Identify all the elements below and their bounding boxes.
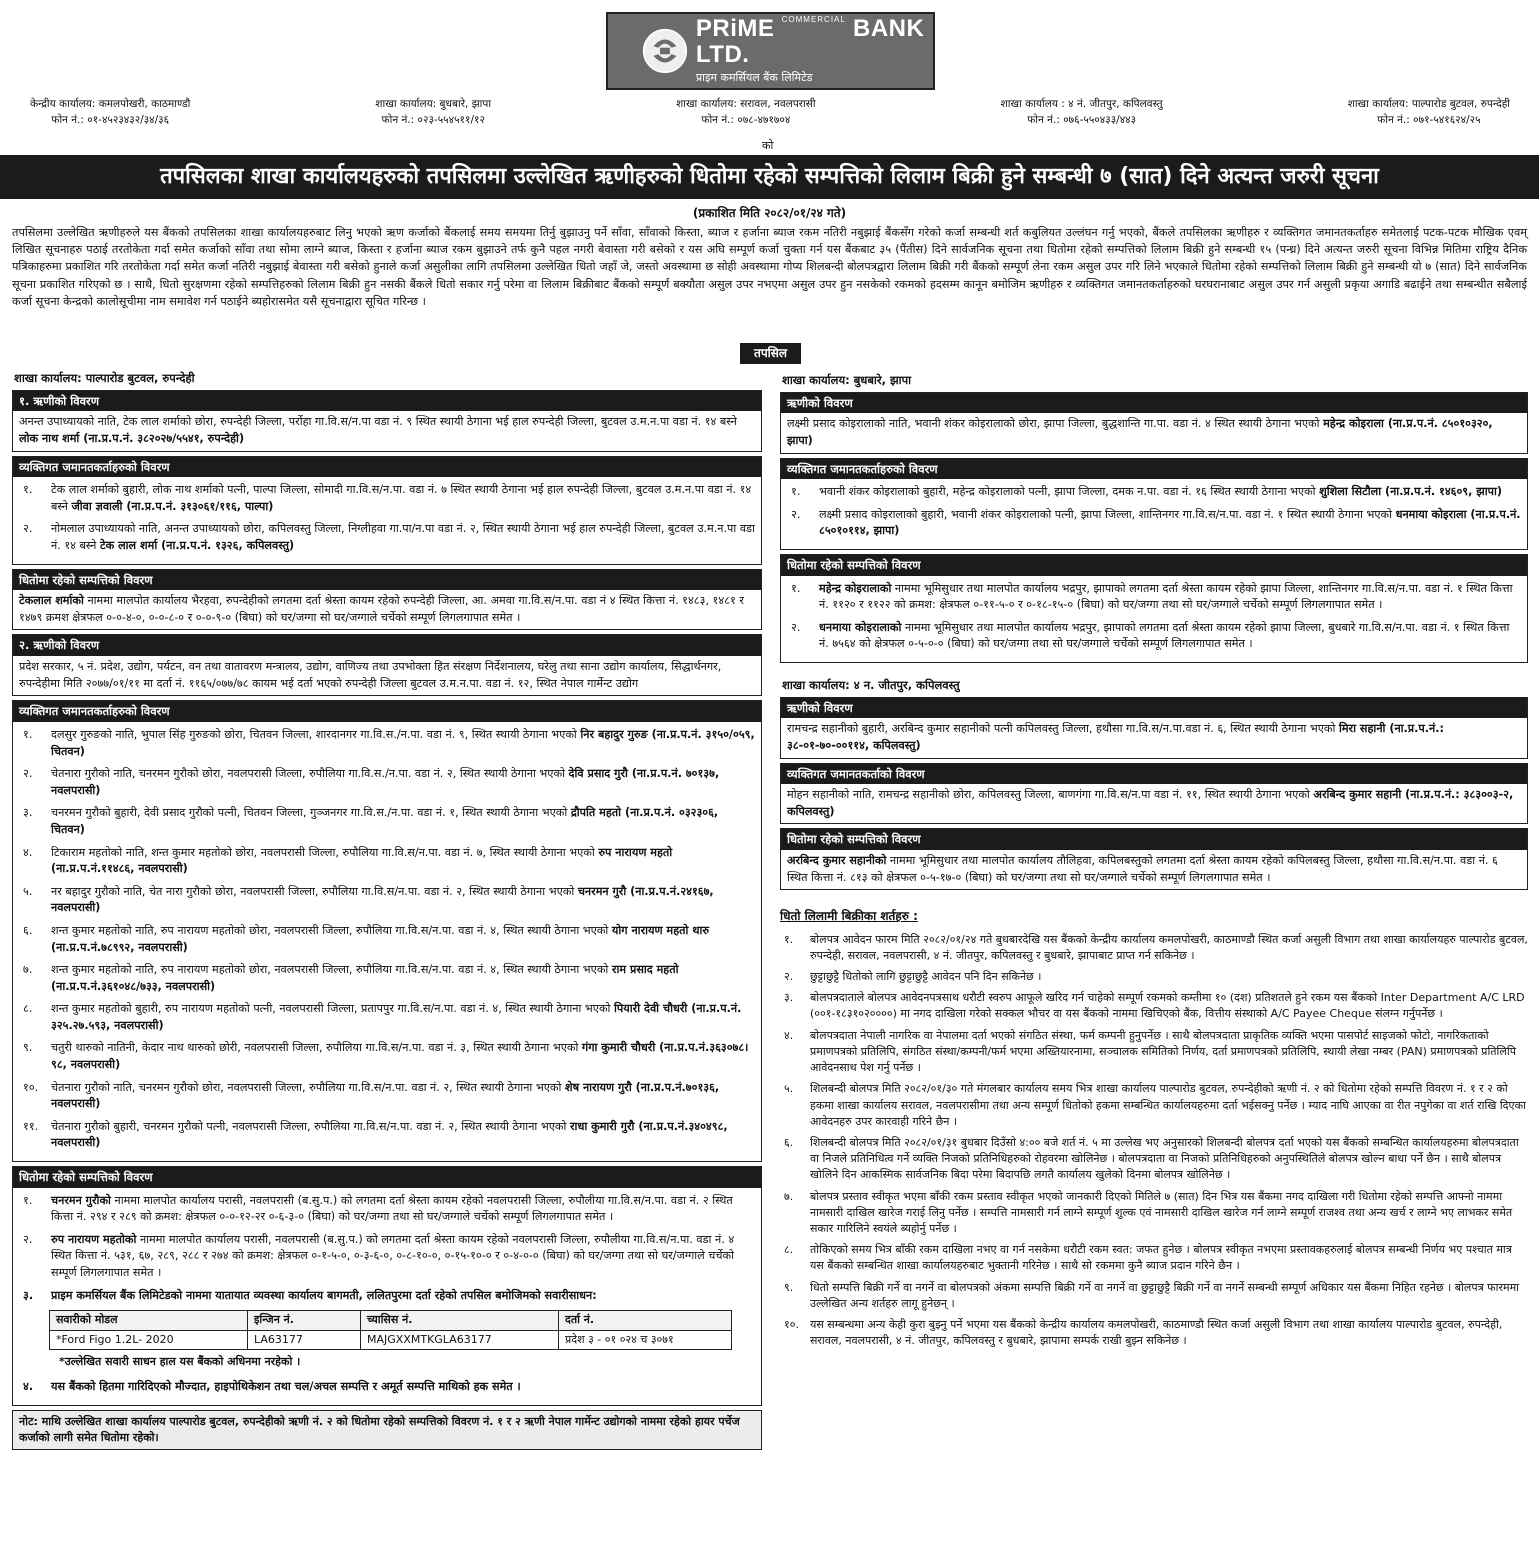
- list-item: [19, 1193, 755, 1226]
- item-text: नाममा मालपोत कार्यालय परासी, नवलपरासी (ब.सु.प.) को लगतमा दर्ता श्रेस्ता कायम रहेको नवलपरासी जिल्ला, रुपौलीया गा.वि.स/न.पा. वडा नं. ४ स्थित कित्ता नं. ५३१, ६७, २८९, २८८ र २७४ को क्रमश: क्षेत्रफल ०-१-५-०, ०-३-६-०, ०-८-१०-०, ०-१५-१०-० र ०-४-०-० (बिघा) को घर/जग्गा तथा सो घर/जग्गाले चर्चेको सम्पूर्ण लिगलगापात समेत ।: [51, 1232, 735, 1280]
- item-text: नर बहादुर गुरौको नाति, चेत नारा गुरौको छोरा, नवलपरासी जिल्ला, रुपौलिया गा.वि.स/न.पा. वडा नं. २, स्थित स्थायी ठेगाना भएको: [51, 884, 578, 898]
- guarantor-text: मोहन सहानीको नाति, रामचन्द्र सहानीको छोरा, कपिलवस्तु जिल्ला, बाणगंगा गा.वि.स/न.पा वडा नं. ११, स्थित स्थायी ठेगाना भएको: [787, 788, 1314, 802]
- table-cell: LA63177: [248, 1330, 361, 1350]
- vehicle-note: *उल्लेखित सवारी साधन हाल यस बैंकको अधिनमा नरहेको ।: [59, 1355, 301, 1369]
- collateral-section: [780, 554, 1528, 663]
- notice-title: तपसिलका शाखा कार्यालयहरुको तपसिलमा उल्लेखित ऋणीहरुको धितोमा रहेको सम्पत्तिको लिलाम बिक्री हुने सम्बन्धी ७ (सात) दिने अत्यन्त जरुरी सूचना: [0, 155, 1539, 199]
- ko-label: को: [762, 139, 774, 152]
- list-item: [787, 620, 1521, 653]
- term-number: १.: [784, 932, 794, 946]
- branch-title-butwal: शाखा कार्यालय: पाल्पारोड बुटवल, रुपन्देही: [14, 371, 195, 385]
- item-text: शन्त कुमार महतोको बुहारी, रुप नारायण महतोको पत्नी, नवलपरासी जिल्ला, प्रतापपुर गा.वि.स/न.पा. वडा नं. ४, स्थित स्थायी ठेगाना भएको: [51, 1002, 614, 1016]
- collateral-section-2: [780, 828, 1528, 890]
- section-header: व्यक्तिगत जमानतकर्ताहरुको विवरण: [13, 701, 761, 722]
- section-header: व्यक्तिगत जमानतकर्ताहरुको विवरण: [781, 459, 1527, 480]
- collateral-details: [781, 850, 1527, 889]
- list-item: [19, 1080, 755, 1113]
- list-item: [19, 1040, 755, 1073]
- term-number: २.: [784, 970, 794, 984]
- term-text: धितो सम्पत्ति बिक्री गर्ने वा नगर्ने वा बोलपत्रको अंकमा सम्पत्ति बिक्री गर्ने वा नगर्ने वा छुट्टाछुट्टै बिक्री गर्ने वा नगर्ने सम्बन्धी सम्पूर्ण अधिकार यस बैंकमा निहित रहनेछ । बोलपत्र फारममा उल्लेखित अन्य शर्तहरु लागू हुनेछन् ।: [810, 1280, 1520, 1310]
- published-date: (प्रकाशित मिति २०८२/०१/२४ गते): [692, 206, 847, 220]
- item-name: गंगा कुमारी चौधरी (ना.प्र.प.नं.३६३०७८।९८, नवलपरासी): [51, 1041, 749, 1072]
- guarantor-section: [12, 456, 762, 565]
- term-text: शिलबन्दी बोलपत्र मिति २०८२/०१/३१ बुधबार दिउँसो ४:०० बजे शर्त नं. ५ मा उल्लेख भए अनुसारको शिलबन्दी बोलपत्र दर्ता भएको यस बैंकको सम्बन्धित कार्यालयहरुमा बोलपत्रदाता वा निजले प्रतिनिधित्व गर्ने व्यक्ति निजको प्रतिनिधिहरुको रोहवरमा खोलिनेछ । बोलपत्रदाता वा निजको प्रतिनिधिहरुको अनुपस्थितिले बोलपत्र खोल्न बाधा पर्ने छैन । साथै बोलपत्र खोलिने दिन आकस्मिक सार्वजनिक बिदा परेमा बिदापछि लगतै कार्यालय खुलेको दिनमा बोलपत्र खोलिनेछ ।: [810, 1135, 1519, 1182]
- item-name: निर बहादुर गुरुङ (ना.प्र.प.नं. ३१५०/०५९, चितवन): [51, 727, 755, 758]
- item-name: रुप नारायण महतो (ना.प्र.प.नं.११४८६, नवलपरासी): [51, 845, 673, 876]
- item-number: २.: [23, 522, 33, 536]
- list-item: [19, 521, 755, 554]
- section-header: धितोमा रहेको सम्पत्तिको विवरण: [781, 829, 1527, 850]
- list-item: [19, 482, 755, 515]
- term-item: [780, 932, 1528, 964]
- table-row: [50, 1330, 732, 1350]
- list-item: [787, 581, 1521, 614]
- term-text: यस सम्बन्धमा अन्य केही कुरा बुझ्नु पर्ने भएमा यस बैंकको केन्द्रीय कार्यालय कमलपोखरी, काठमाण्डौ स्थित कर्जा असुली विभाग तथा शाखा कार्यालय पाल्पारोड बुटवल, रुपन्देही, सरावल, नवलपरासी, ४ नं. जीतपुर, कपिलवस्तु र बुधबारे, झापामा सम्पर्क राखी बुझ्न सकिनेछ ।: [810, 1317, 1503, 1348]
- logo-name-2: BANK LTD.: [695, 14, 925, 69]
- borrower-section-2: [780, 697, 1528, 759]
- owner-name: धनमाया कोइरालाको: [819, 620, 902, 634]
- office-address: शाखा कार्यालय: पाल्पारोड बुटवल, रुपन्देही: [1347, 98, 1510, 110]
- logo-nepali-name: प्राइम कमर्सियल बैंक लिमिटेड: [695, 71, 813, 85]
- borrower-details: प्रदेश सरकार, ५ नं. प्रदेश, उद्योग, पर्यटन, वन तथा वातावरण मन्त्रालय, उद्योग, वाणिज्य तथा उपभोक्ता हित संरक्षण निर्देशनालय, घरेलु तथा साना उद्योग कार्यालय, सिद्धार्थनगर, रुपन्देहीमा मिति २०७७/०१/११ मा दर्ता नं. ११६५/०७७/७८ कायम भई दर्ता भएको रुपन्देही जिल्ला बुटवल उ.म.न.पा. वडा नं. १२, स्थित नेपाल गार्मेन्ट उद्योग: [19, 660, 722, 690]
- office-phone: फोन नं.: ०२३-५५४५११/१२: [381, 113, 485, 126]
- item-number: ९.: [23, 1041, 33, 1055]
- borrower-details: [781, 718, 1527, 757]
- item-number: ७.: [23, 963, 33, 977]
- term-number: ९.: [784, 1280, 794, 1294]
- logo-name: PRiME: [695, 14, 775, 42]
- borrower-text: रामचन्द्र सहानीको बुहारी, अरबिन्द कुमार सहानीको पत्नी कपिलवस्तु जिल्ला, हथौसा गा.वि.स/न.पा.वडा नं. ६, स्थित स्थायी ठेगाना भएको: [787, 722, 1339, 736]
- item-number: १.: [23, 727, 33, 741]
- guarantor-section-2: [12, 700, 762, 1162]
- list-item: [19, 845, 755, 878]
- schedule-label: तपसिल: [740, 343, 801, 364]
- term-item: [780, 1280, 1528, 1312]
- office-address: केन्द्रीय कार्यालय: कमलपोखरी, काठमाण्डौ: [30, 98, 191, 110]
- office-address: शाखा कार्यालय: सरावल, नवलपरासी: [676, 98, 816, 110]
- bank-logo: [606, 12, 935, 90]
- item-text: शन्त कुमार महतोको नाति, रुप नारायण महतोको छोरा, नवलपरासी जिल्ला, रुपौलिया गा.वि.स/न.पा. वडा नं. ४, स्थित स्थायी ठेगाना भएको: [51, 963, 612, 977]
- item-text: लक्ष्मी प्रसाद कोइरालाको बुहारी, भवानी शंकर कोइरालाको पत्नी, झापा जिल्ला, शान्तिनगर गा.वि.स/न.पा. वडा नं. १ स्थित स्थायी ठेगाना भएको: [819, 507, 1396, 521]
- term-number: ३.: [784, 991, 794, 1005]
- item-text: टेक लाल शर्माको बुहारी, लोक नाथ शर्माको पत्नी, पाल्पा जिल्ला, सोमादी गा.वि.स/न.पा. वडा नं. ७ स्थित स्थायी ठेगाना भई हाल रुपन्देही जिल्ला, बुटवल उ.म.न.पा वडा नं. १४ बस्ने: [51, 483, 752, 513]
- item-number: ३.: [23, 1288, 34, 1302]
- item-number: १०.: [23, 1080, 39, 1094]
- office-address: शाखा कार्यालय : ४ नं. जीतपुर, कपिलवस्तु: [1000, 98, 1163, 110]
- guarantor-section: [780, 458, 1528, 550]
- section-header: २. ऋणीको विवरण: [13, 635, 761, 656]
- list-item: [19, 962, 755, 995]
- section-header: व्यक्तिगत जमानतकर्ताहरुको विवरण: [13, 457, 761, 478]
- item-name: जीवा ज्ञवाली (ना.प्र.प.नं. ३१३०६१/११६, पाल्पा): [71, 499, 274, 513]
- item-text: चनरमन गुरौको बुहारी, देवी प्रसाद गुरौको पत्नी, चितवन जिल्ला, गुञ्जनगर गा.वि.स./न.पा. वडा नं. १, स्थित स्थायी ठेगाना भएको: [51, 806, 571, 820]
- section-header: धितोमा रहेको सम्पत्तिको विवरण: [13, 570, 761, 591]
- bank-emblem-icon: [642, 23, 688, 79]
- item-number: १.: [791, 581, 801, 595]
- table-cell: MAJGXXMTKGLA63177: [361, 1330, 559, 1350]
- term-number: ८.: [784, 1243, 794, 1257]
- borrower-text: अनन्त उपाध्यायको नाति, टेक लाल शर्माको छोरा, रुपन्देही जिल्ला, पर्रोहा गा.वि.स/न.पा वडा नं. ९ स्थित स्थायी ठेगाना भई हाल रुपन्देही जिल्ला, बुटवल उ.म.न.पा वडा नं. १४ बस्ने: [19, 415, 737, 429]
- item-name: शुशिला सिटौला (ना.प्र.प.नं. १४६०९, झापा): [1319, 485, 1502, 499]
- column-header: सवारीको मोडल: [50, 1311, 248, 1331]
- column-header: इन्जिन नं.: [248, 1311, 361, 1331]
- branch-title-budhbare: शाखा कार्यालय: बुधबारे, झापा: [782, 373, 912, 387]
- column-header: दर्ता नं.: [559, 1311, 732, 1331]
- item-text: चतुरी थारुको नातिनी, केदार नाथ थारुको छोरी, नवलपरासी जिल्ला, रुपौलिया गा.वि.स/न.पा. वडा नं. ३, स्थित स्थायी ठेगाना भएको: [51, 1041, 582, 1055]
- item-text: भवानी शंकर कोइरालाको बुहारी, महेन्द्र कोइरालाको पत्नी, झापा जिल्ला, दमक न.पा. वडा नं. १६ स्थित स्थायी ठेगाना भएको: [819, 485, 1320, 499]
- term-item: [780, 1028, 1528, 1077]
- term-text: बोलपत्र प्रस्ताव स्वीकृत भएमा बाँकी रकम प्रस्ताव स्वीकृत भएको जानकारी दिएको मितिले ७ (सात) दिन भित्र यस बैंकमा नगद दाखिला गरी धितोमा रहेको सम्पत्ति आफ्नो नाममा नामसारी दाखिल खारेज गराई लिनु पर्नेछ । सम्पत्ति नामसारी गर्न लाग्ने सम्पूर्ण शुल्क एवं नामसारी दाखिल खारेज गर्न लाग्ने सम्पूर्ण राजश्व तथा अन्य खर्च र लाग्ने भए लाभकर समेत सकार गारिलिने स्वयंले ब्यहोर्नु पर्नेछ ।: [810, 1189, 1513, 1235]
- collateral-list: [781, 576, 1527, 662]
- intro-paragraph: तपसिलमा उल्लेखित ऋणीहरुले यस बैंकको तपसिलका शाखा कार्यालयहरुबाट लिनु भएको ऋण कर्जाको बैंकलाई समय समयमा तिर्नु बुझाउनु पर्ने साँवा, साँवाको किस्ता, ब्याज र हर्जाना ब्याज रकम नतिरी नबुझाई बैंकसँग गरेको कर्जा सम्बन्धी शर्त कबुलियत उल्लंघन गर्नु भएको, बैंकले तपसिलका ऋणीहरु र व्यक्तिगत जमानतकर्ताहरु समेतलाई पटक-पटक मौखिक एवम् लिखित सूचनाहरु पठाई तरतोकेता गर्दा समेत कर्जाको साँवा तथा सोमा लाग्ने ब्याज, किस्ता र हर्जाना ब्याज रकम बुझाउने तर्फ कुनै पहल नगरी बेवास्ता गरी बसेको र यस अघि सम्पूर्ण कर्जा चुक्ता गर्न यस बैंकबाट ३५ (पैंतीस) दिने सार्वजनिक सूचना तथा धितोमा रहेको सम्पत्तिको लिलाम बिक्री हुने सम्बन्धी १५ (पन्ध्र) दिने अत्यन्त जरुरी सूचना विभिन्न मितिमा राष्ट्रिय दैनिक पत्रिकाहरुमा प्रकाशित गरि तरतोकेता गर्दा समेत कर्जा नतिरी नबुझाई बेवास्ता गरी बसेको हुनाले कर्जा असुलीका लागि तपसिलमा उल्लेखित धितो जहाँ जे, जस्तो अवस्थामा छ सोही अवस्थामा गोप्य शिलबन्दी बोलपत्रद्वारा लिलाम बिक्री गरी बैंकको सम्पूर्ण लेना रकम असुल उपर गरि लिने भएकाले धितोमा रहेको सम्पत्तिको लिलाम बिक्री हुने सम्बन्धी यो ७ (सात) दिने सार्वजनिक सूचना प्रकाशित गरिएको छ । साथै, धितो सुरक्षणमा रहेको सम्पत्तिहरुको लिलाम बिक्री हुन नसकी बैंकले धितो सकार गर्नु परेमा वा लिलाम बिक्रीबाट बैंकको सम्पूर्ण बक्यौता असुल उपर नभएमा असुल उपर हुन नसकेको रकमको हदसम्म कानून बमोजिम ऋणीहरु र व्यक्तिगत जमानतकर्ताहरुको घरघरानाबाट असुल उपर गर्न असुली प्रकृया अगाडि बढाईने तथा सम्बन्धीत सबैलाई कर्जा सूचना केन्द्रको कालोसूचीमा नाम समावेश गर्न पठाईने ब्यहोरासमेत यसै सूचनाद्वारा सूचित गरिन्छ ।: [12, 226, 1527, 308]
- right-column: [780, 370, 1528, 1354]
- vehicle-table: [49, 1310, 732, 1350]
- office-butwal: [1348, 97, 1510, 129]
- item-text: चेतनारा गुरौको बुहारी, चनरमन गुरौको पत्नी, नवलपरासी जिल्ला, रुपौलिया गा.वि.स/न.पा. वडा नं. २, स्थित स्थायी ठेगाना भएको: [51, 1119, 570, 1133]
- office-phone: फोन नं.: ०७१-५४१६२४/२५: [1377, 113, 1481, 126]
- collateral-text: नाममा मालपोत कार्यालय भैरहवा, रुपन्देहीको लगतमा दर्ता श्रेस्ता कायम रहेको रुपन्देही जिल्ला, आ. अमवा गा.वि.स/न.पा. वडा नं ४ स्थित कित्ता नं. १४८३, १४८१ र १४७९ क्रमश क्षेत्रफल ०-०-४-०, ०-०-८-० र ०-०-९-० (बिघा) को घर/जग्गा सो घर/जग्गाले चर्चेको सम्पूर्ण लिगलगापात समेत ।: [19, 594, 744, 624]
- office-sarawal: [676, 97, 816, 129]
- term-text: बोलपत्रदाताले बोलपत्र आवेदनपत्रसाथ धरौटी स्वरुप आफूले खरिद गर्न चाहेको सम्पूर्ण रकमको कम्तीमा १० (दश) प्रतिशतले हुने रकम यस बैंकको Inter Department A/C LRD (००१-१८३१०२००००) मा नगद दाखिला गरेको सक्कल भौचर वा यस बैंकको नाममा खिचिएको बैंक, वित्तीय संस्थाको A/C Payee Cheque संलग्न गर्नुपर्नेछ ।: [810, 991, 1525, 1021]
- item-number: ५.: [23, 884, 33, 898]
- column-header: च्यासिस नं.: [361, 1311, 559, 1331]
- section-header: व्यक्तिगत जमानतकर्ताको विवरण: [781, 764, 1527, 785]
- office-budhbare: [375, 97, 491, 129]
- item-text: चेतनारा गुरौको नाति, चनरमन गुरौको छोरा, नवलपरासी जिल्ला, रुपौलिया गा.वि.स/न.पा. वडा नं. २, स्थित स्थायी ठेगाना भएको: [51, 1080, 565, 1094]
- list-item: [787, 484, 1521, 501]
- guarantor-list: [13, 477, 761, 563]
- item-number: ८.: [23, 1002, 33, 1016]
- term-item: [780, 969, 1528, 985]
- item-text: नाममा भूमिसुधार तथा मालपोत कार्यालय भद्रपुर, झापाको लगतमा दर्ता श्रेस्ता कायम रहेको झापा जिल्ला, शान्तिनगर गा.वि.स/न.पा. वडा नं. १ स्थित कित्ता नं. ११२० र ११२२ को क्रमश: क्षेत्रफल ०-११-५-० र ०-१८-१५-० (बिघा) को घर/जग्गा तथा सो घर/जग्गाले चर्चेको सम्पूर्ण लिगलगापात समेत ।: [819, 581, 1513, 612]
- guarantor-details: [781, 784, 1527, 823]
- item-number: २.: [23, 767, 33, 781]
- guarantor-list: [781, 479, 1527, 549]
- item-name: शेष नारायण गुरौ (ना.प्र.प.नं.७०१३६, नवलपरासी): [51, 1080, 720, 1111]
- item-name: देवि प्रसाद गुरौ (ना.प्र.प.नं. ७०१३७, नवलपरासी): [51, 767, 720, 797]
- office-list: [30, 97, 1510, 129]
- term-item: [780, 990, 1528, 1022]
- item-text: नोमलाल उपाध्यायको नाति, अनन्त उपाध्यायको छोरा, कपिलवस्तु जिल्ला, निग्लीहवा गा.पा/न.पा वडा नं. २, स्थित स्थायी ठेगाना भई हाल रुपन्देही जिल्ला, बुटवल उ.म.न.पा वडा नं. १४ बस्ने: [51, 522, 755, 552]
- table-header-row: [50, 1311, 732, 1331]
- list-item: [19, 1379, 755, 1396]
- item-name: द्रौपति महतो (ना.प्र.प.नं. ०३२३०६, चितवन): [51, 806, 719, 836]
- term-text: तोकिएको समय भित्र बाँकी रकम दाखिला नभए वा गर्न नसकेमा धरौटी रकम स्वत: जफत हुनेछ । बोलपत्र स्वीकृत नभएमा प्रस्तावकहरुलाई बोलपत्र सम्बन्धी निर्णय भए पश्चात मात्र यस बैंकको सम्बन्धित शाखा कार्यालयहरुबाट भुक्तानी गरिनेछ । साथै सो रकममा कुनै ब्याज प्रदान गरिने छैन ।: [810, 1243, 1512, 1273]
- item-number: २.: [23, 1232, 33, 1246]
- item-number: १.: [23, 483, 33, 497]
- term-item: [780, 1189, 1528, 1238]
- item-text: शन्त कुमार महतोको नाति, रुप नारायण महतोको छोरा, नवलपरासी जिल्ला, रुपौलिया गा.वि.स/न.पा. वडा नं. ४, स्थित स्थायी ठेगाना भएको: [51, 923, 612, 937]
- guarantor-list: [13, 722, 761, 1161]
- item-name: चनरमन गुरौ (ना.प्र.प.नं.२४१६७, नवलपरासी): [51, 884, 714, 915]
- term-text: बोलपत्रदाता नेपाली नागरिक वा नेपालमा दर्ता भएको संगठित संस्था, फर्म कम्पनी हुनुपर्नेछ । साथै बोलपत्रदाता प्राकृतिक व्यक्ति भएमा पासपोर्ट साइजको फोटो, नागरिकताको प्रमाणपत्रको प्रतिलिपि, संगठित संस्था/कम्पनी/फर्म भएमा अख्तियारनामा, सञ्चालक समितिको निर्णय, दर्ता प्रमाणपत्रको प्रतिलिपि, स्थायी लेखा नम्बर (PAN) प्रमाणपत्रको प्रतिलिपि आवेदनसाथ पेश गर्नु पर्नेछ ।: [810, 1028, 1516, 1075]
- term-item: [780, 1317, 1528, 1349]
- item-number: २.: [791, 507, 801, 521]
- item-text: नाममा भूमिसुधार तथा मालपोत कार्यालय भद्रपुर, झापाको लगतमा दर्ता श्रेस्ता कायम रहेको झापा जिल्ला, बुधबारे गा.वि.स/न.पा. वडा नं. १ स्थित कित्ता नं. ७५६४ को क्षेत्रफल ०-५-०-० (बिघा) को घर/जग्गा तथा सो घर/जग्गाले चर्चेको सम्पूर्ण लिगलगापात समेत ।: [819, 620, 1510, 651]
- logo-commercial: COMMERCIAL: [781, 14, 846, 24]
- branch-title-jitpur: शाखा कार्यालय: ४ न. जीतपुर, कपिलवस्तु: [782, 678, 960, 693]
- item-text: दलसुर गुरुङको नाति, भुपाल सिंह गुरुङको छोरा, चितवन जिल्ला, शारदानगर गा.वि.स./न.पा. वडा नं. ९, स्थित स्थायी ठेगाना भएको: [51, 727, 581, 741]
- term-item: [780, 1081, 1528, 1130]
- item-number: ४.: [23, 845, 33, 859]
- section-header: ऋणीको विवरण: [781, 393, 1527, 414]
- section-header: १. ऋणीको विवरण: [13, 391, 761, 412]
- list-item: [19, 805, 755, 838]
- item-text: चेतनारा गुरौको नाति, चनरमन गुरौको छोरा, नवलपरासी जिल्ला, रुपौलिया गा.वि.स./न.पा. वडा नं. २, स्थित स्थायी ठेगाना भएको: [51, 767, 569, 781]
- item-text: यस बैंकको हितमा गारिदिएको मौज्दात, हाइपोथिकेशन तथा चल/अचल सम्पत्ति र अमूर्त सम्पत्ति माथिको हक समेत ।: [51, 1380, 521, 1394]
- collateral-list: [13, 1188, 761, 1405]
- list-item: [19, 923, 755, 956]
- list-item: [19, 766, 755, 799]
- guarantor-section-2: [780, 763, 1528, 825]
- item-text: नाममा मालपोत कार्यालय परासी, नवलपरासी (ब.सु.प.) को लगतमा दर्ता श्रेस्ता कायम रहेको नवलपरासी जिल्ला, रुपौलीया गा.वि.स/न.पा. वडा नं. २ स्थित कित्ता नं. २९४ र २८९ को क्रमश: क्षेत्रफल ०-०-१२-२र ०-६-३-० (बिघा) को घर/जग्गा तथा सो घर/जग्गाले चर्चेको सम्पूर्ण लिगलगापात समेत ।: [51, 1193, 733, 1224]
- term-number: ६.: [784, 1135, 794, 1149]
- item-name: योग नारायण महतो थारु (ना.प्र.प.नं.७८९९२, नवलपरासी): [51, 923, 710, 954]
- list-item: [19, 1288, 755, 1305]
- guarantor-name: अरबिन्द कुमार सहानी (ना.प्र.प.नं.: ३८३००३-२, कपिलवस्तु): [787, 788, 1514, 818]
- collateral-section-2: [12, 1166, 762, 1406]
- term-item: [780, 1242, 1528, 1274]
- office-phone: फोन नं.: ०१-४५२३४३२/३४/३६: [51, 113, 170, 126]
- owner-name: रुप नारायण महतोको: [51, 1232, 137, 1246]
- item-number: २.: [791, 620, 801, 634]
- borrower-text: लक्ष्मी प्रसाद कोइरालाको नाति, भवानी शंकर कोइरालाको छोरा, झापा जिल्ला, बुद्धशान्ति गा.पा. वडा नं. ४ स्थित स्थायी ठेगाना भएको: [787, 417, 1324, 431]
- owner-name: चनरमन गुरौको: [51, 1193, 111, 1207]
- collateral-details: [13, 590, 761, 629]
- item-number: १.: [791, 485, 801, 499]
- term-text: शिलबन्दी बोलपत्र मिति २०८२/०१/३० गते मंगलबार कार्यालय समय भित्र शाखा कार्यालय पाल्पारोड बुटवल, रुपन्देहीको ऋणी नं. २ को धितोमा रहेको सम्पत्ति विवरण नं. १ र २ को हकमा शाखा कार्यालय सरावल, नवलपरासीमा तथा अन्य सम्पूर्ण धितोको हकमा सम्बन्धित कार्यालयहरुमा दर्ता भईसक्नु पर्नेछ । म्याद नाघि आएका वा रीत नपुगेका वा शर्त राखि दिएका आवेदनहरु उपर कारवाही गरिने छैन ।: [810, 1082, 1526, 1128]
- term-item: [780, 1135, 1528, 1184]
- list-item: [19, 727, 755, 760]
- left-column: [12, 368, 762, 1450]
- owner-name: टेकलाल शर्माको: [19, 594, 84, 608]
- item-text: टिकाराम महतोको नाति, शन्त कुमार महतोको छोरा, नवलपरासी जिल्ला, रुपौलिया गा.वि.स/न.पा. वडा नं. ७, स्थित स्थायी ठेगाना भएको: [51, 845, 599, 859]
- table-cell: प्रदेश ३ - ०१ ०२४ च ३०७१: [559, 1330, 732, 1350]
- borrower-name: लोक नाथ शर्मा (ना.प्र.प.नं. ३८२०२७/५५४१, रुपन्देही): [19, 431, 245, 445]
- office-address: शाखा कार्यालय: बुधबारे, झापा: [375, 98, 492, 110]
- section-header: धितोमा रहेको सम्पत्तिको विवरण: [781, 555, 1527, 576]
- item-number: ३.: [23, 806, 33, 820]
- item-name: राम प्रसाद महतो (ना.प्र.प.नं.३६१०४८/७३३, नवलपरासी): [51, 963, 679, 993]
- section-header: ऋणीको विवरण: [781, 698, 1527, 719]
- item-number: ४.: [23, 1380, 34, 1394]
- borrower-name: महेन्द्र कोइराला (ना.प्र.प.नं. ८५०१०३२०, झापा): [787, 417, 1493, 447]
- term-number: ७.: [784, 1189, 794, 1203]
- office-phone: फोन नं.: ०७८-४७१७०४: [701, 113, 791, 126]
- office-central: [30, 97, 190, 129]
- office-phone: फोन नं.: ०७६-५५०४३३/४४३: [1027, 113, 1137, 126]
- term-text: बोलपत्र आवेदन फारम मिति २०८२/०१/२४ गते बुधबारदेखि यस बैंकको केन्द्रीय कार्यालय कमलपोखरी, काठमाण्डौ स्थित कर्जा असुली विभाग तथा शाखा कार्यालयहरु पाल्पारोड बुटवल, रुपन्देही, सरावल, नवलपरासी, ४ नं. जीतपुर, कपिलवस्तु र बुधबारे, झापाबाट प्राप्त गर्न सकिनेछ ।: [810, 932, 1528, 962]
- borrower-name: मिरा सहानी (ना.प्र.प.नं.: ३८-०१-७०-००११४, कपिलवस्तु): [787, 722, 1444, 752]
- item-name: टेक लाल शर्मा (ना.प्र.प.नं. १३२६, कपिलवस्तु): [99, 538, 295, 552]
- collateral-text: नाममा भूमिसुधार तथा मालपोत कार्यालय तौलिहवा, कपिलबस्तुको लगतमा दर्ता श्रेस्ता कायम रहेको कपिलबस्तु जिल्ला, हथौसा गा.वि.स/न.पा. वडा नं. ६ स्थित कित्ता नं. ८१३ को क्षेत्रफल ०-५-१७-० (बिघा) को घर/जग्गा तथा सो घर/जग्गाले चर्चेको सम्पूर्ण लिगलगापात समेत ।: [787, 854, 1498, 884]
- item-name: राधा कुमारी गुरौ (ना.प्र.प.नं.३४०४९८, नवलपरासी): [51, 1119, 728, 1150]
- term-text: छुट्टाछुट्टै धितोको लागि छुट्टाछुट्टै आवेदन पनि दिन सकिनेछ ।: [810, 970, 1042, 984]
- list-item: [19, 1119, 755, 1152]
- item-name: पियारी देवी चौधरी (ना.प्र.प.नं. ३२५.२७.५९३, नवलपरासी): [51, 1002, 742, 1032]
- table-cell: *Ford Figo 1.2L- 2020: [50, 1330, 248, 1350]
- borrower-details: [781, 413, 1527, 452]
- owner-name: अरबिन्द कुमार सहानीको: [787, 854, 887, 868]
- item-number: १.: [23, 1193, 33, 1207]
- list-item: [19, 884, 755, 917]
- borrower-details: [13, 411, 761, 450]
- footnote: नोट: माथि उल्लेखित शाखा कार्यालय पाल्पारोड बुटवल, रुपन्देहीको ऋणी नं. २ को धितोमा रहेको सम्पत्तिको विवरण नं. १ र २ ऋणी नेपाल गार्मेन्ट उद्योगको नाममा रहेको हायर पर्चेज कर्जाको लागी समेत धितोमा रहेको।: [12, 1410, 762, 1450]
- list-item: [19, 1001, 755, 1034]
- item-name: धनमाया कोइराला (ना.प्र.प.नं. ८५०१०११४, झापा): [819, 507, 1521, 538]
- borrower-section: [780, 392, 1528, 454]
- section-header: धितोमा रहेको सम्पत्तिको विवरण: [13, 1167, 761, 1188]
- term-number: ४.: [784, 1028, 794, 1042]
- list-item: [787, 507, 1521, 540]
- owner-name: महेन्द्र कोइरालाको: [819, 581, 892, 595]
- term-number: १०.: [784, 1317, 799, 1331]
- term-number: ५.: [784, 1082, 794, 1096]
- list-item: [19, 1232, 755, 1282]
- collateral-section: [12, 569, 762, 631]
- item-number: ६.: [23, 923, 33, 937]
- item-text: प्राइम कमर्सियल बैंक लिमिटेडको नाममा यातायात व्यवस्था कार्यालय बागमती, ललितपुरमा दर्ता रहेको तपसिल बमोजिमको सवारीसाधन:: [51, 1288, 597, 1302]
- borrower-section-2: [12, 634, 762, 696]
- borrower-section: [12, 390, 762, 452]
- terms-list: [780, 932, 1528, 1350]
- terms-title: धितो लिलामी बिक्रीका शर्तहरु :: [780, 909, 918, 924]
- office-jitpur: [1001, 97, 1163, 129]
- item-number: ११.: [23, 1119, 39, 1133]
